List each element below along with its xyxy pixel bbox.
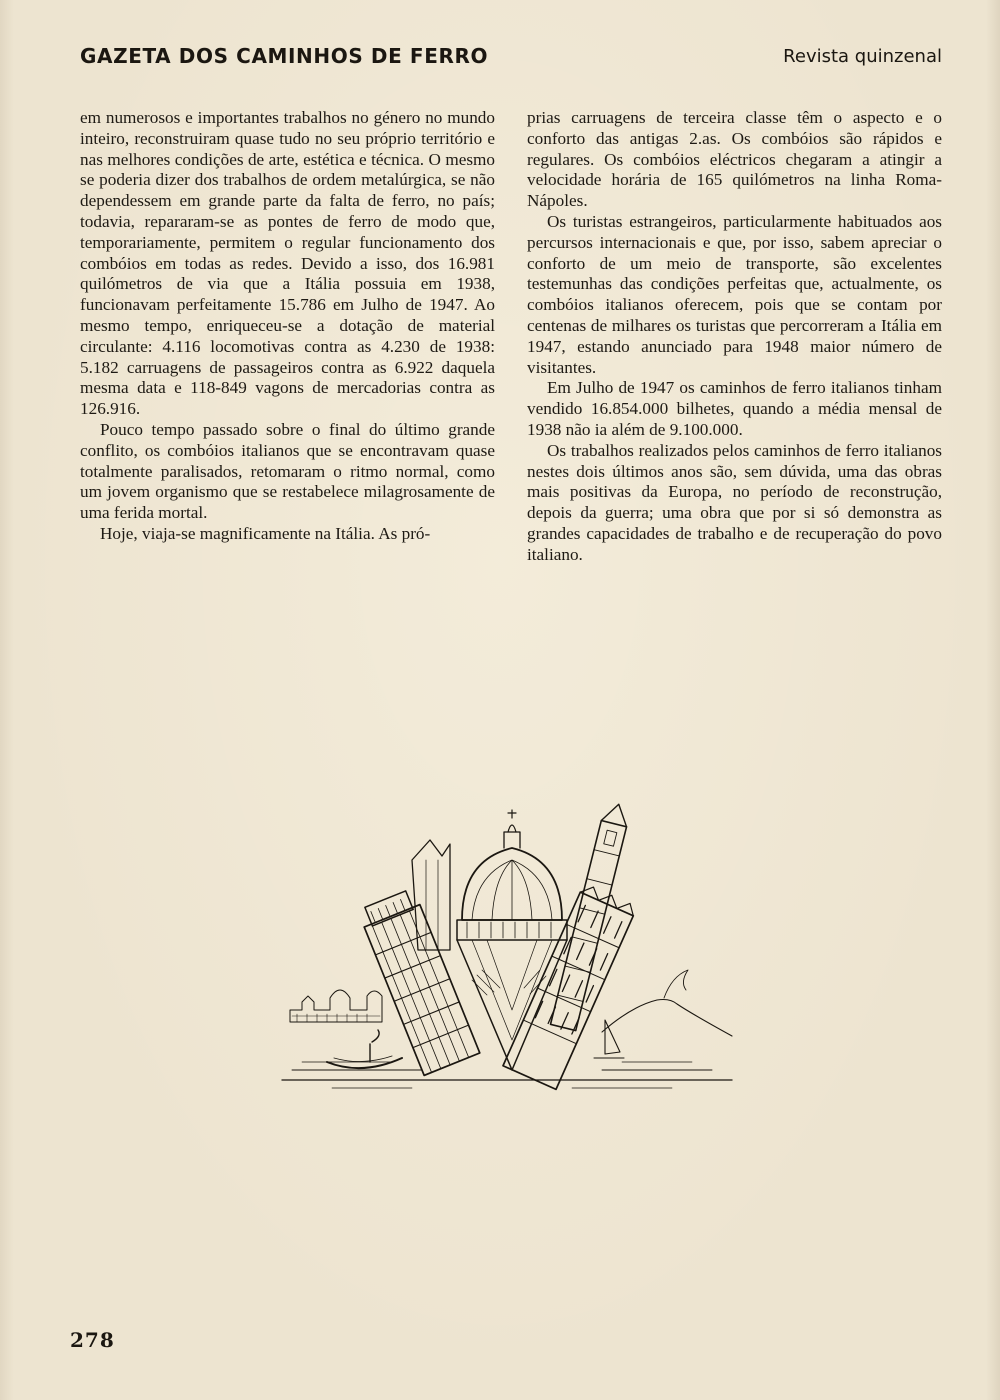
- text-column-right: [527, 108, 942, 566]
- page-number: 278: [70, 1328, 115, 1352]
- italian-monuments-illustration: [272, 800, 742, 1100]
- paragraph: em numerosos e importantes trabalhos no género no mundo inteiro, reconstruiram quase tudo no seu próprio território e nas melhores condições de arte, estética e técnica. O mesmo se poderia dizer dos trabalhos de ordem metalúrgica, se não dependessem em grande parte da falta de ferro, no país; todavia, repararam-se as pontes de ferro de modo que, temporariamente, permitem o regular funcionamento dos combóios em todas as redes. Devido a isso, dos 16.981 quilómetros de via que a Itália possuia em 1938, funcionavam perfeitamente 15.786 em Julho de 1947. Ao mesmo tempo, enriqueceu-se a dotação de material circulante: 4.116 locomotivas contra as 4.230 de 1938: 5.182 carruagens de passageiros contra as 6.922 daquela mesma data e 118-849 vagons de mercadorias contra as 126.916.: [80, 108, 495, 419]
- paragraph: Pouco tempo passado sobre o final do último grande conflito, os combóios italianos que se encontravam quase totalmente paralisados, retomaram o ritmo normal, como um jovem organismo que se restabelece milagrosamente de uma ferida mortal.: [80, 419, 495, 523]
- paragraph: Em Julho de 1947 os caminhos de ferro italianos tinham vendido 16.854.000 bilhetes, quando a média mensal de 1938 não ia além de 9.100.000.: [527, 378, 942, 439]
- paragraph: Os turistas estrangeiros, particularmente habituados aos percursos internacionais e que, por isso, sabem apreciar o conforto de um meio de transporte, são excelentes testemunhas das condições perfeitas que, actualmente, os combóios italianos oferecem, pois que se contam por centenas de milhares os turistas que percorreram a Itália em 1947, estando anunciado para 1948 maior número de visitantes.: [527, 211, 942, 377]
- magazine-title: GAZETA DOS CAMINHOS DE FERRO: [80, 44, 489, 68]
- magazine-subtitle: Revista quinzenal: [783, 46, 942, 67]
- paragraph: Hoje, viaja-se magnificamente na Itália. As pró-: [100, 523, 431, 543]
- monuments-drawing: [272, 800, 742, 1100]
- paragraph: prias carruagens de terceira classe têm o aspecto e o conforto das antigas 2.as. Os combóios são rápidos e regulares. Os combóios eléctricos chegaram a atingir a velocidade horária de 165 quilómetros na linha Roma-Nápoles.: [527, 108, 942, 211]
- text-column-left: [80, 108, 495, 545]
- paragraph: Os trabalhos realizados pelos caminhos de ferro italianos nestes dois últimos anos são, sem dúvida, uma das obras mais positivas da Europa, no período de reconstrução, depois da guerra; uma obra que por si só demonstra as grandes capacidades de trabalho e de recuperação do povo italiano.: [527, 440, 942, 564]
